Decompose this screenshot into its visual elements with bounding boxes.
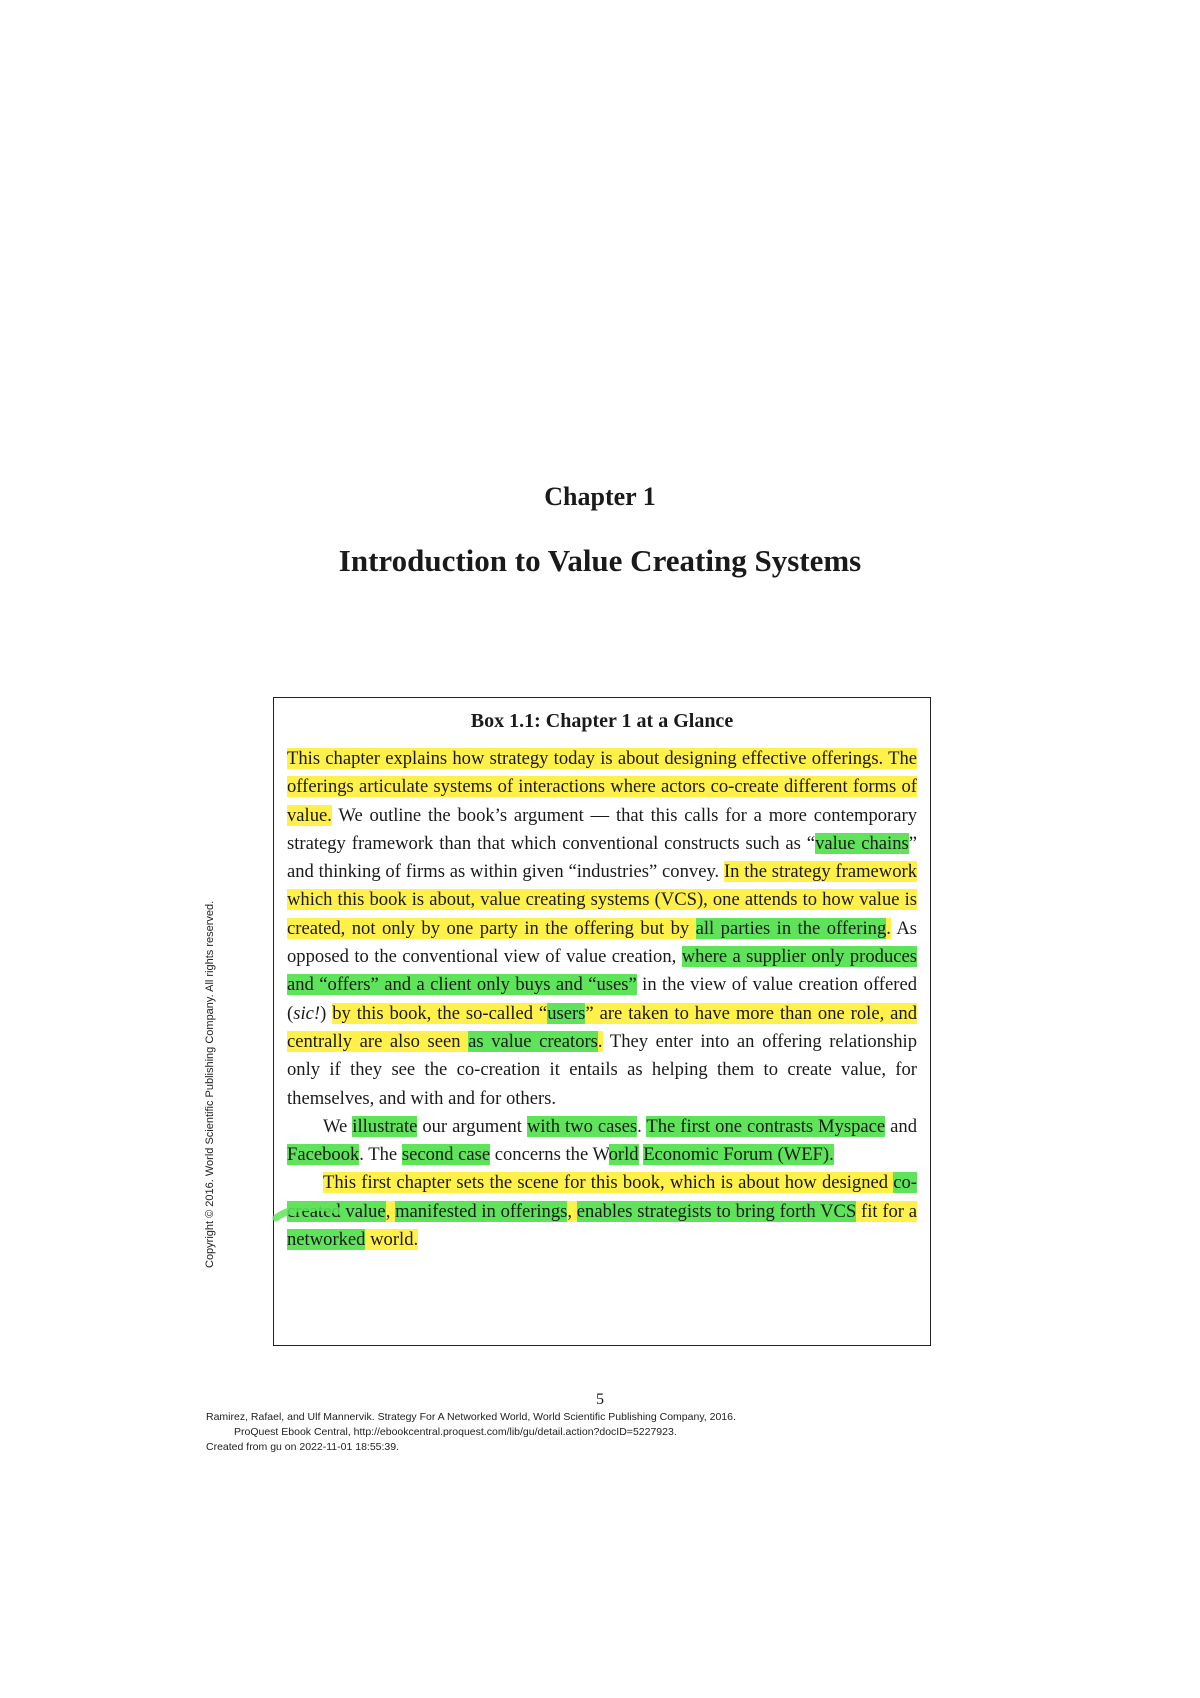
green-highlight: networked <box>287 1229 366 1251</box>
text-run: ) <box>320 1002 333 1024</box>
chapter-label: Chapter 1 <box>544 482 656 511</box>
green-highlight: Facebook <box>287 1144 360 1166</box>
text-run: ” and thinking of firms as within given “industries” convey. <box>287 832 917 883</box>
green-highlight: value chains <box>815 832 909 854</box>
yellow-highlight: ” are taken to have more than one role, and centrally are also seen <box>287 1002 917 1052</box>
green-highlight: orld <box>608 1144 639 1166</box>
page-number: 5 <box>596 1391 604 1408</box>
text-run: in the view of value creation offered ( <box>287 974 917 1024</box>
citation-footer <box>206 1410 1106 1455</box>
box-paragraph <box>287 745 917 1113</box>
box-paragraph <box>287 1169 917 1254</box>
text-run: and <box>885 1115 918 1137</box>
yellow-highlight: , <box>385 1200 396 1222</box>
box-body <box>287 745 917 1254</box>
yellow-highlight: world. <box>365 1229 419 1251</box>
green-highlight: Economic Forum (WEF). <box>643 1144 834 1166</box>
text-run: our argument <box>417 1115 527 1137</box>
citation-line-2: ProQuest Ebook Central, http://ebookcentral.proquest.com/lib/gu/detail.action?docID=5227923. <box>234 1426 677 1438</box>
text-run: We <box>323 1115 353 1137</box>
green-highlight: manifested in offerings <box>395 1200 568 1222</box>
yellow-highlight: by this book, the so-called “ <box>332 1002 548 1024</box>
green-highlight: users <box>547 1002 586 1024</box>
yellow-highlight: . <box>886 917 891 939</box>
text-run: They enter into an offering relationship only if they see the co-creation it entails as helping them to create value, for themselves, and with and for others. <box>287 1030 917 1109</box>
box-paragraph <box>287 1113 917 1170</box>
chapter-title: Introduction to Value Creating Systems <box>338 543 862 578</box>
yellow-highlight: This first chapter sets the scene for this book, which is about how designed <box>323 1172 894 1194</box>
citation-line-3: Created from gu on 2022-11-01 18:55:39. <box>206 1441 400 1453</box>
text-run: concerns the W <box>490 1144 609 1166</box>
green-highlight: illustrate <box>352 1115 418 1137</box>
yellow-highlight: This chapter explains how strategy today is about designing effective offerings. The offerings articulate systems of interactions where actors co-create different forms of value. <box>287 748 917 826</box>
text-run: We outline the book’s argument — that this calls for a more contemporary strategy framework than that which conventional constructs such as “ <box>287 804 917 854</box>
text-run: . The <box>359 1144 402 1166</box>
green-highlight: second case <box>401 1144 491 1166</box>
green-highlight: all parties in the offering <box>695 917 887 939</box>
box-title: Box 1.1: Chapter 1 at a Glance <box>470 710 734 732</box>
side-copyright-notice: Copyright © 2016. World Scientific Publishing Company. All rights reserved. <box>204 900 216 1268</box>
highlighter-pen-mark <box>272 1196 372 1236</box>
green-highlight: with two cases <box>526 1115 638 1137</box>
yellow-highlight: . <box>597 1030 603 1052</box>
green-highlight: enables strategists to bring forth VCS <box>576 1200 857 1222</box>
text-run: sic! <box>293 1002 321 1024</box>
text-run: As opposed to the conventional view of value creation, <box>287 917 917 968</box>
citation-line-1: Ramirez, Rafael, and Ulf Mannervik. Strategy For A Networked World, World Scientific Publishing Company, 2016. <box>206 1411 736 1423</box>
green-highlight: as value creators <box>468 1030 598 1052</box>
chapter-glance-box <box>273 697 931 1346</box>
yellow-highlight: , <box>567 1200 577 1222</box>
green-highlight: co-created value <box>287 1172 917 1222</box>
yellow-highlight: fit for a <box>856 1200 917 1222</box>
green-highlight: The first one contrasts Myspace <box>646 1115 886 1137</box>
green-highlight: where a supplier only produces and “offers” and a client only buys and “uses” <box>287 946 917 996</box>
text-run: . <box>637 1115 647 1137</box>
yellow-highlight: In the strategy framework which this book is about, value creating systems (VCS), one attends to how value is created, not only by one party in the offering but by <box>287 861 917 939</box>
